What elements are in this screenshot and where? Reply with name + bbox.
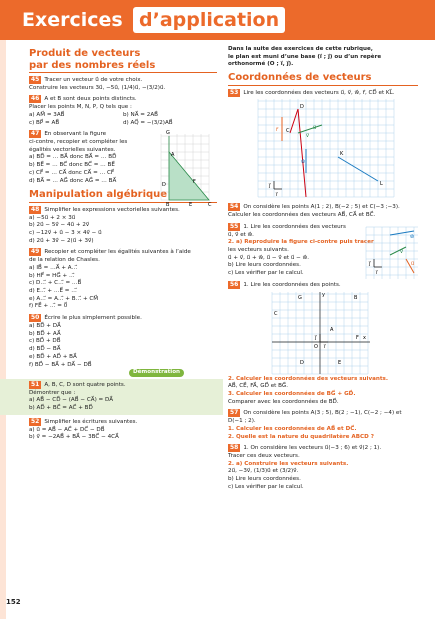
exercise-number: 49 <box>31 248 40 256</box>
margin-bar <box>0 40 6 619</box>
exercise-number: 57 <box>230 409 239 417</box>
vector-label: w⃗ <box>301 159 306 166</box>
exercise-number: 47 <box>31 130 40 138</box>
exercise-number: 53 <box>230 88 239 96</box>
exercise-57: 57 On considère les points A(3 ; 5), B(2 ; −1), C(−2 ; −4) et D(−1 ; 2). 1. Calculer les coordonnées de AB⃗ et DC⃗. 2. Quelle est la nature du quadrilatère ABCD ? <box>228 409 402 440</box>
exercise-number: 55 <box>230 222 239 230</box>
exercise-58: 58 1. On considère les vecteurs u⃗(−3 ; 6) et v⃗(2 ; 1). Tracer ces deux vecteurs. 2. a) Construire les vecteurs suivants. 2u⃗, −3v⃗, (1/3)u⃗ et (3/2)v⃗. b) Lire leurs coordonnées. c) Les vérifier par le calcul. <box>228 444 382 490</box>
banner-title: Exercices <box>22 9 123 31</box>
point-label: C <box>286 128 290 135</box>
vector-label: i⃗ <box>276 192 278 199</box>
exercise-55: 55 1. Lire les coordonnées des vecteurs u⃗, v⃗ et w⃗. 2. a) Reproduire la figure ci-contre puis tracer les vecteurs suivants. u⃗ + v⃗, u⃗ + w⃗, u⃗ − v⃗ et u⃗ − w⃗. b) Lire leurs coordonnées. c) Les vérifier par le calcul. w⃗ v⃗ u⃗ j⃗ i⃗ <box>228 223 418 278</box>
exercise-49: 49 Recopier et compléter les égalités suivantes à l’aide de la relation de Chasles. a) IB⃗ = …A⃗ + A…⃗ b) HF⃗ = HG⃗ + …⃗ c) D…⃗ + C…⃗ = …B⃗ d) E…⃗ + …E⃗ = …⃗ e) A…⃗ = A…⃗ + B…⃗ + CM⃗ f) FE⃗ + …⃗ = 0⃗ <box>29 248 191 310</box>
section-title-manipulation: Manipulation algébrique <box>29 189 168 201</box>
point-label: A <box>330 326 334 333</box>
exercise-54: 54 On considère les points A(1 ; 2), B(−2 ; 5) et C(−3 ;−3). Calculer les coordonnées des vecteurs AB⃗, CA⃗ et BC⃗. <box>228 203 400 219</box>
vector-grid-figure-55 <box>364 225 420 281</box>
axis-label: y <box>322 291 325 298</box>
vector-label: u⃗ <box>313 125 317 132</box>
point-label: F <box>356 334 359 341</box>
exercise-number: 45 <box>31 76 40 83</box>
banner-subtitle: d’application <box>133 7 285 33</box>
exercise-number: 46 <box>31 95 40 103</box>
exercise-51: 51 A, B, C, D sont quatre points. Démontrer que : a) AB⃗ − CD⃗ − (AB⃗ − CA⃗) = DA⃗ b) AD⃗ + BC⃗ = AC⃗ + BD⃗ <box>0 379 223 415</box>
point-label: D <box>300 359 304 366</box>
exercise-48: 48 Simplifier les expressions vectorielles suivantes. a) −5u⃗ + 2 × 3u⃗ b) 2u⃗ − 5v⃗ − 4u⃗ + 2v⃗ c) −12v⃗ + u⃗ − 3 × 4v⃗ − u⃗ d) 2u⃗ + 3v⃗ − 2(u⃗ + 3v⃗) <box>29 205 180 244</box>
vector-grid-figure-53 <box>228 97 418 200</box>
vector-label: j⃗ <box>369 260 371 267</box>
point-label: K <box>340 151 344 158</box>
vector-label: v⃗ <box>306 133 309 140</box>
left-column <box>29 48 217 442</box>
exercise-number: 51 <box>31 380 40 388</box>
point-label: D <box>162 182 166 189</box>
divider <box>228 85 418 86</box>
point-label: O <box>314 343 318 350</box>
vector-label: i⃗ <box>324 343 326 350</box>
point-label: L <box>380 181 383 188</box>
point-label: D <box>300 104 304 111</box>
vector-label: w⃗ <box>410 233 415 240</box>
page-banner <box>0 0 435 40</box>
intro-text: Dans la suite des exercices de cette rubrique, le plan est muni d’une base (i⃗ ; j⃗) ou d’un repère orthonormé (O ; i⃗, j⃗). <box>228 46 382 68</box>
right-column <box>228 46 418 492</box>
axis-label: x <box>363 334 366 341</box>
point-label: A <box>171 152 175 159</box>
point-label: C <box>274 310 278 317</box>
point-label: B <box>354 294 358 301</box>
exercise-45: 45 Tracer un vecteur u⃗ de votre choix. Construire les vecteurs 3u⃗, −5u⃗, (1/4)u⃗, −(3/2)u⃗. <box>29 76 166 91</box>
exercise-number: 58 <box>230 444 239 452</box>
section-title-coordonnees: Coordonnées de vecteurs <box>228 72 372 84</box>
vector-label: j⃗ <box>315 334 317 341</box>
exercise-50: 50 Écrire le plus simplement possible. a) BD⃗ + DA⃗ b) BD⃗ + AA⃗ c) BD⃗ + DB⃗ d) BD⃗ − BA⃗ e) BD⃗ + AD⃗ + BA⃗ f) BD⃗ − BA⃗ + DA⃗ − DB⃗ <box>29 314 142 368</box>
section-title-produit: Produit de vecteurs par des nombres réels <box>29 48 156 71</box>
point-label: E <box>338 359 342 366</box>
page-number: 152 <box>6 598 21 606</box>
vector-label: v⃗ <box>400 248 403 255</box>
point-label: G <box>166 130 170 137</box>
point-label: F <box>193 179 196 186</box>
vector-label: j⃗ <box>269 183 271 190</box>
vector-label: i⃗ <box>376 269 378 276</box>
vector-label: r⃗ <box>276 127 279 134</box>
vector-label: u⃗ <box>411 260 415 267</box>
exercise-number: 54 <box>230 203 239 211</box>
coordinate-grid-figure-56 <box>228 290 418 376</box>
point-label: C <box>208 202 212 207</box>
exercise-number: 50 <box>31 314 40 322</box>
exercise-number: 56 <box>230 280 239 288</box>
exercise-53: 53 Lire les coordonnées des vecteurs u⃗, v⃗, w⃗, r⃗, CD⃗ et KL⃗. D C r⃗ v⃗ u⃗ w⃗ K L j⃗ i⃗ <box>228 89 418 201</box>
point-label: G <box>298 294 302 301</box>
point-label: B <box>166 202 170 207</box>
exercise-number: 52 <box>31 417 40 425</box>
divider <box>29 72 217 73</box>
triangle-figure <box>153 126 215 206</box>
exercise-number: 48 <box>31 205 40 213</box>
exercise-47: 47 En observant la figure ci-contre, recopier et compléter les égalités vectorielles suivantes. a) BD⃗ = … BA⃗ donc BA⃗ = … BD⃗ b) BE⃗ = … BC⃗ donc BC⃗ = … BE⃗ c) CF⃗ = … CA⃗ donc CA⃗ = … CF⃗ d) BA⃗ = … AG⃗ donc AG⃗ = … BA⃗ G A D F B E C <box>29 130 217 185</box>
exercise-52: 52 Simplifier les écritures suivantes. a) u⃗ = AB⃗ − AC⃗ + DC⃗ − DB⃗ b) v⃗ = −2AB⃗ + BA⃗ − 3BC⃗ − 4CA⃗ <box>29 417 138 441</box>
demonstration-badge: Démonstration <box>129 369 184 377</box>
exercise-46: 46 A et B sont deux points distincts. Placer les points M, N, P, Q tels que : a) AM⃗ = 3AB⃗ b) NA⃗ = 2AB⃗ c) BP⃗ = AB⃗ d) AQ⃗ = −(3/2)AB⃗ <box>29 95 173 126</box>
point-label: E <box>189 202 193 207</box>
exercise-56: 56 1. Lire les coordonnées des points. G y B C A F x j⃗ O i⃗ D E 2. Calculer les coordonnées des vecteurs suivants. AB⃗, CE⃗, FA⃗, GD⃗ et BG⃗. 3. Calculer les coordonnées de BG⃗ + GD⃗. Comparer avec les coordonnées de BD⃗. <box>228 281 418 407</box>
